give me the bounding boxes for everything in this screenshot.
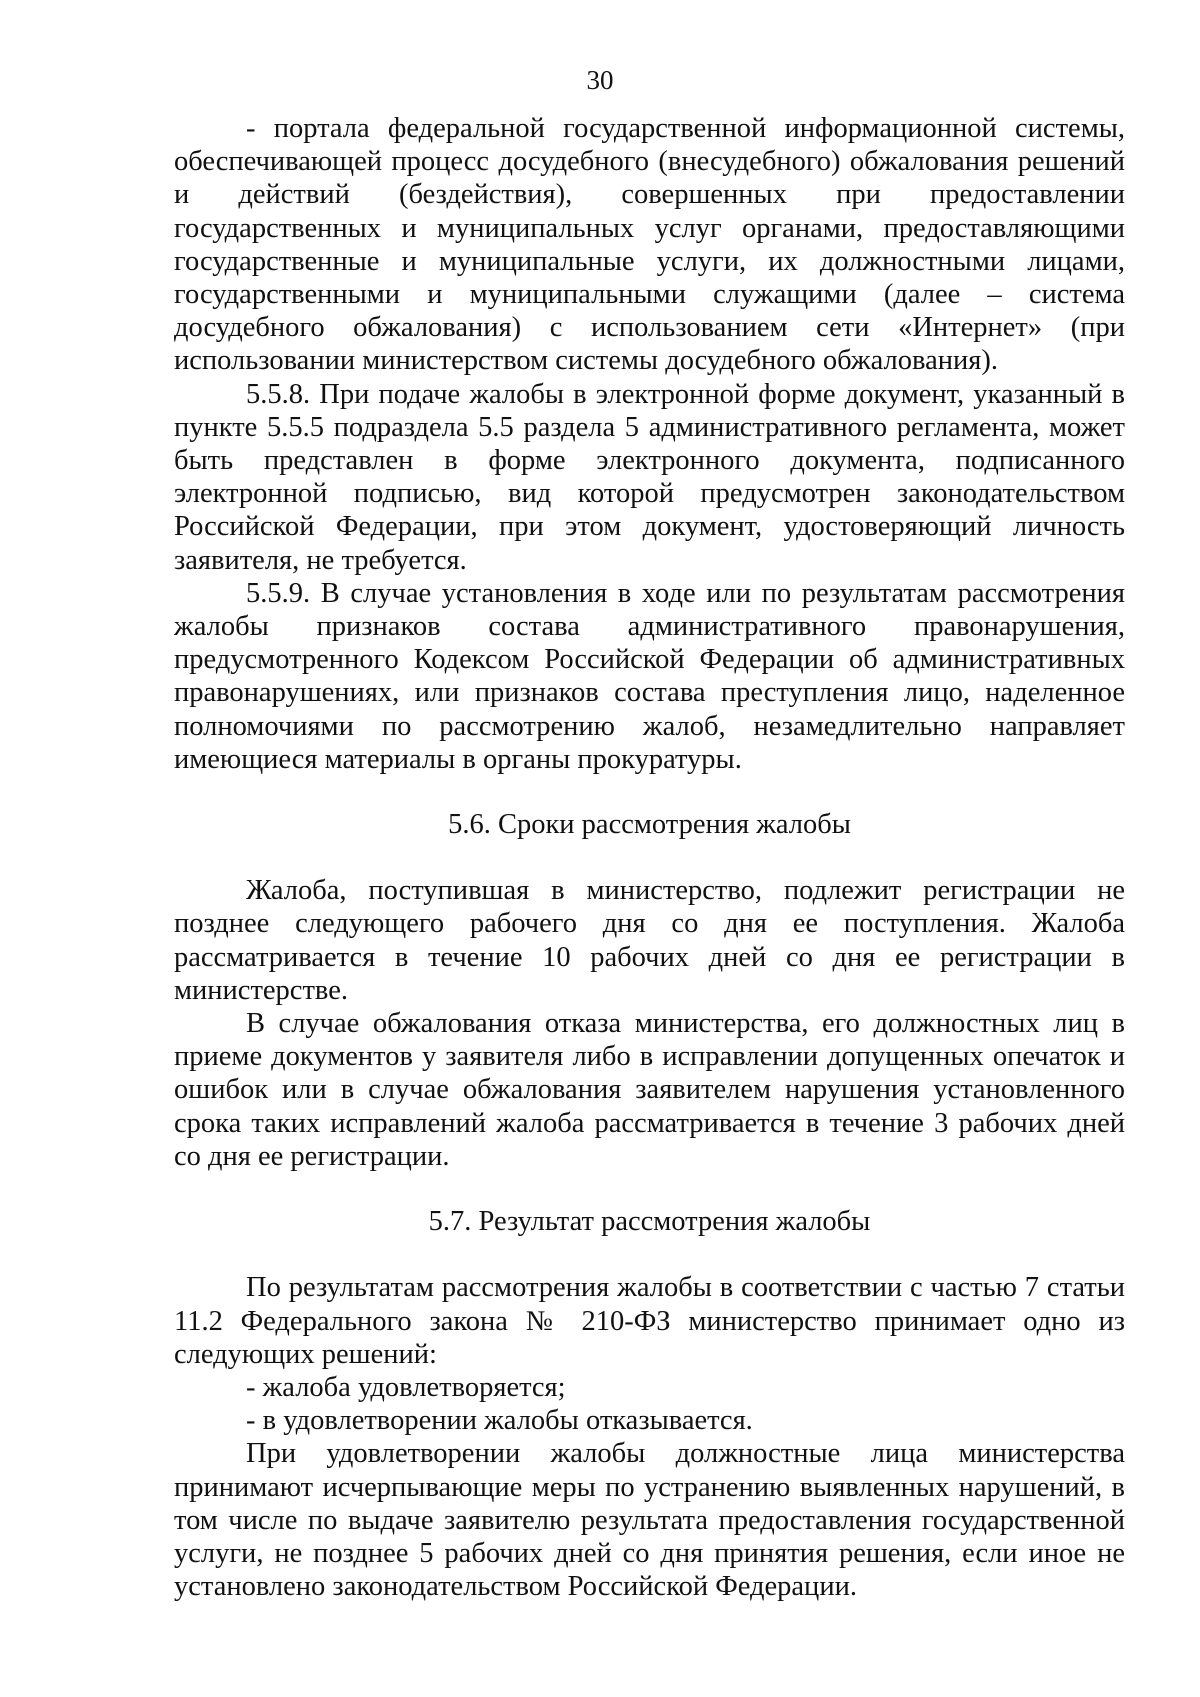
paragraph-decision-intro: По результатам рассмотрения жалобы в соответствии с частью 7 статьи 11.2 Федерального закона № 210-ФЗ министерство принимает одно из следующих решений:	[174, 1272, 1125, 1370]
paragraph-satisfaction-measures: При удовлетворении жалобы должностные лица министерства принимают исчерпывающие меры по устранению выявленных нарушений, в том числе по выдаче заявителю результата предоставления государственной услуги, не позднее 5 рабочих дней со дня принятия решения, если иное не установлено законодательством Российской Федерации.	[174, 1438, 1125, 1603]
list-item-refused: - в удовлетворении жалобы отказывается.	[246, 1405, 753, 1437]
paragraph-refusal-appeal: В случае обжалования отказа министерства, его должностных лиц в приеме документов у заявителя либо в исправлении допущенных опечаток и ошибок или в случае обжалования заявителем нарушения установленного срока таких исправлений жалоба рассматривается в течение 3 рабочих дней со дня ее регистрации.	[174, 1008, 1125, 1172]
paragraph-portal-item: - портала федеральной государственной информационной системы, обеспечивающей процесс досудебного (внесудебного) обжалования решений и действий (бездействия), совершенных при предоставлении государственных и муниципальных услуг органами, предоставляющими государственные и муниципальные услуги, их должностными лицами, государственными и муниципальными служащими (далее – система досудебного обжалования) с использованием сети «Интернет» (при использовании министерством системы досудебного обжалования).	[174, 113, 1125, 377]
section-heading-5-7: 5.7. Результат рассмотрения жалобы	[428, 1206, 871, 1238]
section-heading-5-6: 5.6. Сроки рассмотрения жалобы	[448, 809, 851, 841]
list-item-satisfied: - жалоба удовлетворяется;	[246, 1371, 566, 1403]
document-body	[174, 112, 1125, 1603]
paragraph-5-5-9: 5.5.9. В случае установления в ходе или по результатам рассмотрения жалобы признаков состава административного правонарушения, предусмотренного Кодексом Российской Федерации об административных правонарушениях, или признаков состава преступления лицо, наделенное полномочиями по рассмотрению жалоб, незамедлительно направляет имеющиеся материалы в органы прокуратуры.	[174, 577, 1125, 775]
paragraph-complaint-registration: Жалоба, поступившая в министерство, подлежит регистрации не позднее следующего рабочего дня со дня ее поступления. Жалоба рассматривается в течение 10 рабочих дней со дня ее регистрации в министерстве.	[174, 875, 1125, 1006]
paragraph-5-5-8: 5.5.8. При подаче жалобы в электронной форме документ, указанный в пункте 5.5.5 подраздела 5.5 раздела 5 административного регламента, может быть представлен в форме электронного документа, подписанного электронной подписью, вид которой предусмотрен законодательством Российской Федерации, при этом документ, удостоверяющий личность заявителя, не требуется.	[174, 378, 1125, 576]
page-number: 30	[586, 65, 614, 95]
